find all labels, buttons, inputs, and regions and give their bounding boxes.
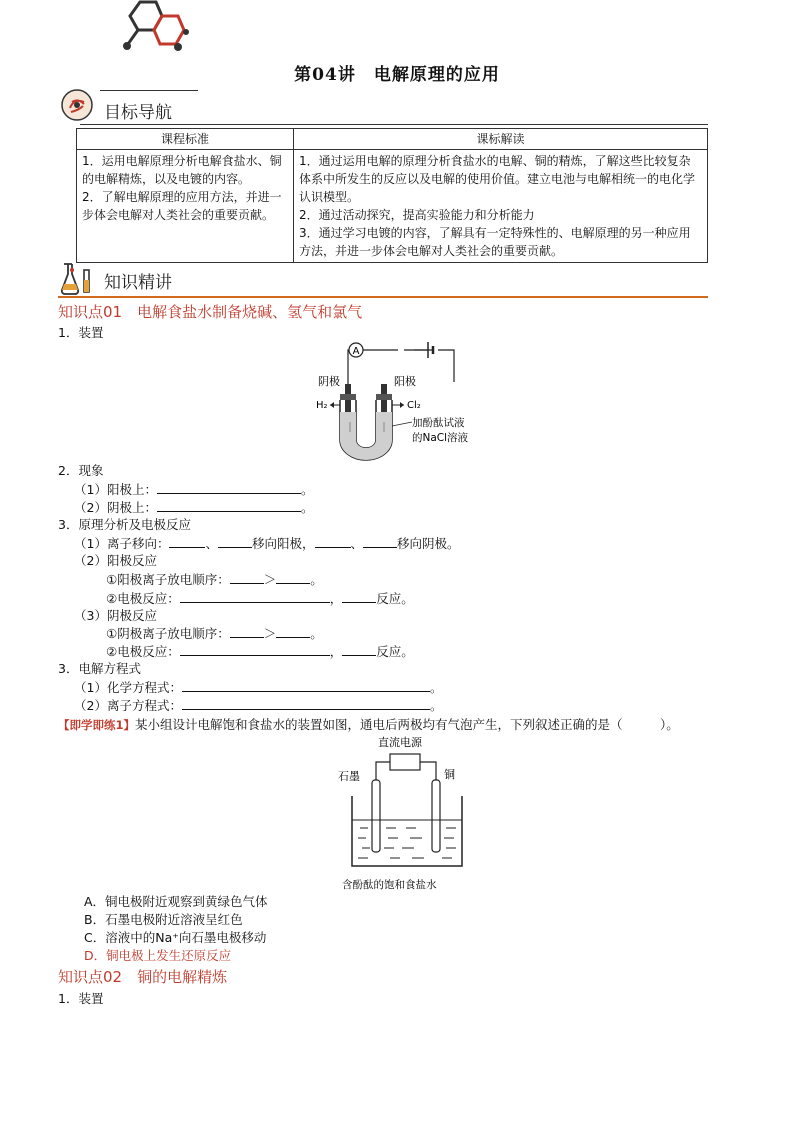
cathode-electrode-line: [106, 642, 414, 661]
chem-equation-line: [74, 678, 442, 697]
cathode-phenomenon-blank[interactable]: [157, 498, 301, 512]
kp2-heading: 知识点02 铜的电解精炼: [58, 968, 228, 986]
goal-standard-cell: [77, 150, 294, 263]
cathode-order-line: [106, 624, 323, 643]
anode-order-blank-1[interactable]: [230, 570, 264, 584]
option-c[interactable]: C．溶液中的Na⁺向石墨电极移动: [84, 930, 267, 945]
anode-phenomenon-blank[interactable]: [157, 480, 301, 494]
greater-than: ＞: [263, 626, 277, 641]
section-knowledge-heading: 知识精讲: [104, 273, 172, 293]
separator: 、: [205, 536, 218, 551]
goal-table: [76, 128, 708, 263]
option-b[interactable]: B．石墨电极附近溶液呈红色: [84, 912, 243, 927]
goal-interpret-cell: [294, 150, 708, 263]
cation-blank-1[interactable]: [315, 534, 351, 548]
goal-table-header-standard: 课程标准: [77, 129, 294, 150]
brain-icon: [60, 88, 94, 122]
cation-blank-2[interactable]: [363, 534, 397, 548]
comma: ，: [329, 591, 343, 606]
kp1-phenomenon-label: 2．现象: [58, 463, 104, 478]
anode-reaction-heading: （2）阳极反应: [74, 553, 157, 568]
anode-order-label: ①阳极离子放电顺序：: [106, 572, 230, 587]
cathode-phenomenon-line: [74, 498, 313, 517]
anode-order-line: [106, 570, 323, 589]
anion-blank-1[interactable]: [169, 534, 205, 548]
to-cathode-text: 移向阴极。: [397, 536, 460, 551]
ion-equation-line: [74, 696, 442, 715]
cathode-equation-blank[interactable]: [180, 642, 330, 656]
solution-label-line1: 加酚酞试液: [412, 417, 465, 429]
header-top-rule: [100, 90, 198, 91]
reaction-end: 反应。: [376, 644, 414, 659]
goal-table-header-interpret: 课标解读: [294, 129, 708, 150]
beaker-diagram: [330, 734, 480, 896]
reaction-end: 反应。: [376, 591, 414, 606]
anode-type-blank[interactable]: [342, 589, 376, 603]
option-d[interactable]: D．铜电极上发生还原反应: [84, 948, 232, 963]
kp1-device-label: 1．装置: [58, 325, 104, 340]
cathode-label: 阴极: [318, 375, 340, 388]
goal-heading-rule: [80, 124, 708, 125]
cl2-label: Cl₂: [407, 400, 421, 411]
period: 。: [300, 500, 314, 515]
period: 。: [429, 680, 443, 695]
ion-eq-label: （2）离子方程式：: [74, 698, 182, 713]
flask-icon: [58, 260, 98, 296]
anode-phenomenon-line: [74, 480, 313, 499]
cathode-type-blank[interactable]: [342, 642, 376, 656]
separator: 、: [350, 536, 364, 551]
electrode-rx-label: ②电极反应：: [106, 644, 180, 659]
practice-tag: 【即学即练1】: [58, 718, 136, 732]
kp1-principle-label: 3．原理分析及电极反应: [58, 517, 191, 532]
practice-question-text: 某小组设计电解饱和食盐水的装置如图，通电后两极均有气泡产生，下列叙述正确的是（ ）。: [135, 717, 679, 732]
goal-standard-item: 2．了解电解原理的应用方法，并进一步体会电解对人类社会的重要贡献。: [82, 190, 282, 222]
ion-equation-blank[interactable]: [182, 696, 430, 710]
kp2-device-label: 1．装置: [58, 991, 104, 1006]
practice-question: [58, 716, 679, 734]
knowledge-rule: [58, 296, 708, 298]
goal-interpret-item: 1．通过运用电解的原理分析食盐水的电解、铜的精炼，了解这些比较复杂体系中所发生的反应以及电解的使用价值。建立电池与电解相统一的电化学认识模型。: [299, 154, 696, 204]
chem-eq-label: （1）化学方程式：: [74, 680, 182, 695]
ammeter-label: A: [352, 346, 360, 357]
kp1-heading: 知识点01 电解食盐水制备烧碱、氢气和氯气: [58, 303, 363, 321]
copper-label: 铜: [444, 768, 455, 781]
anode-label: 阳极: [394, 375, 416, 388]
molecule-logo: [118, 0, 198, 56]
period: 。: [300, 482, 314, 497]
period: 。: [429, 698, 443, 713]
chem-equation-blank[interactable]: [182, 678, 430, 692]
h2-label: H₂: [316, 400, 328, 411]
beaker-solution-label: 含酚酞的饱和食盐水: [342, 879, 437, 891]
goal-interpret-item: 3．通过学习电镀的内容，了解具有一定特殊性的、电解原理的另一种应用方法，并进一步体会电解对人类社会的重要贡献。: [299, 226, 691, 258]
ion-movement-line: [74, 534, 460, 553]
greater-than: ＞: [263, 572, 277, 587]
anode-on-label: （1）阳极上：: [74, 482, 157, 497]
anode-electrode-line: [106, 589, 414, 608]
anion-blank-2[interactable]: [218, 534, 252, 548]
section-goal-heading: 目标导航: [104, 103, 172, 123]
solution-label-line2: 的NaCl溶液: [412, 432, 469, 444]
goal-standard-item: 1．运用电解原理分析电解食盐水、铜的电解精炼，以及电镀的内容。: [82, 154, 282, 186]
ion-move-label: （1）离子移向：: [74, 536, 170, 551]
electrode-rx-label: ②电极反应：: [106, 591, 180, 606]
cathode-order-blank-2[interactable]: [276, 624, 310, 638]
cathode-order-label: ①阴极离子放电顺序：: [106, 626, 230, 641]
comma: ，: [329, 644, 343, 659]
to-anode-text: 移向阳极，: [251, 536, 315, 551]
cathode-on-label: （2）阴极上：: [74, 500, 157, 515]
period: 。: [310, 626, 323, 641]
power-label: 直流电源: [378, 736, 422, 749]
graphite-label: 石墨: [338, 770, 360, 783]
kp1-equation-label: 3．电解方程式: [58, 661, 141, 676]
cathode-reaction-heading: （3）阴极反应: [74, 608, 157, 623]
option-a[interactable]: A．铜电极附近观察到黄绿色气体: [84, 894, 268, 909]
anode-equation-blank[interactable]: [180, 589, 330, 603]
period: 。: [310, 572, 323, 587]
anode-order-blank-2[interactable]: [276, 570, 310, 584]
goal-interpret-item: 2．通过活动探究，提高实验能力和分析能力: [299, 208, 535, 222]
cathode-order-blank-1[interactable]: [230, 624, 264, 638]
u-tube-diagram: [300, 338, 500, 462]
page-title: 第04讲 电解原理的应用: [294, 65, 500, 85]
